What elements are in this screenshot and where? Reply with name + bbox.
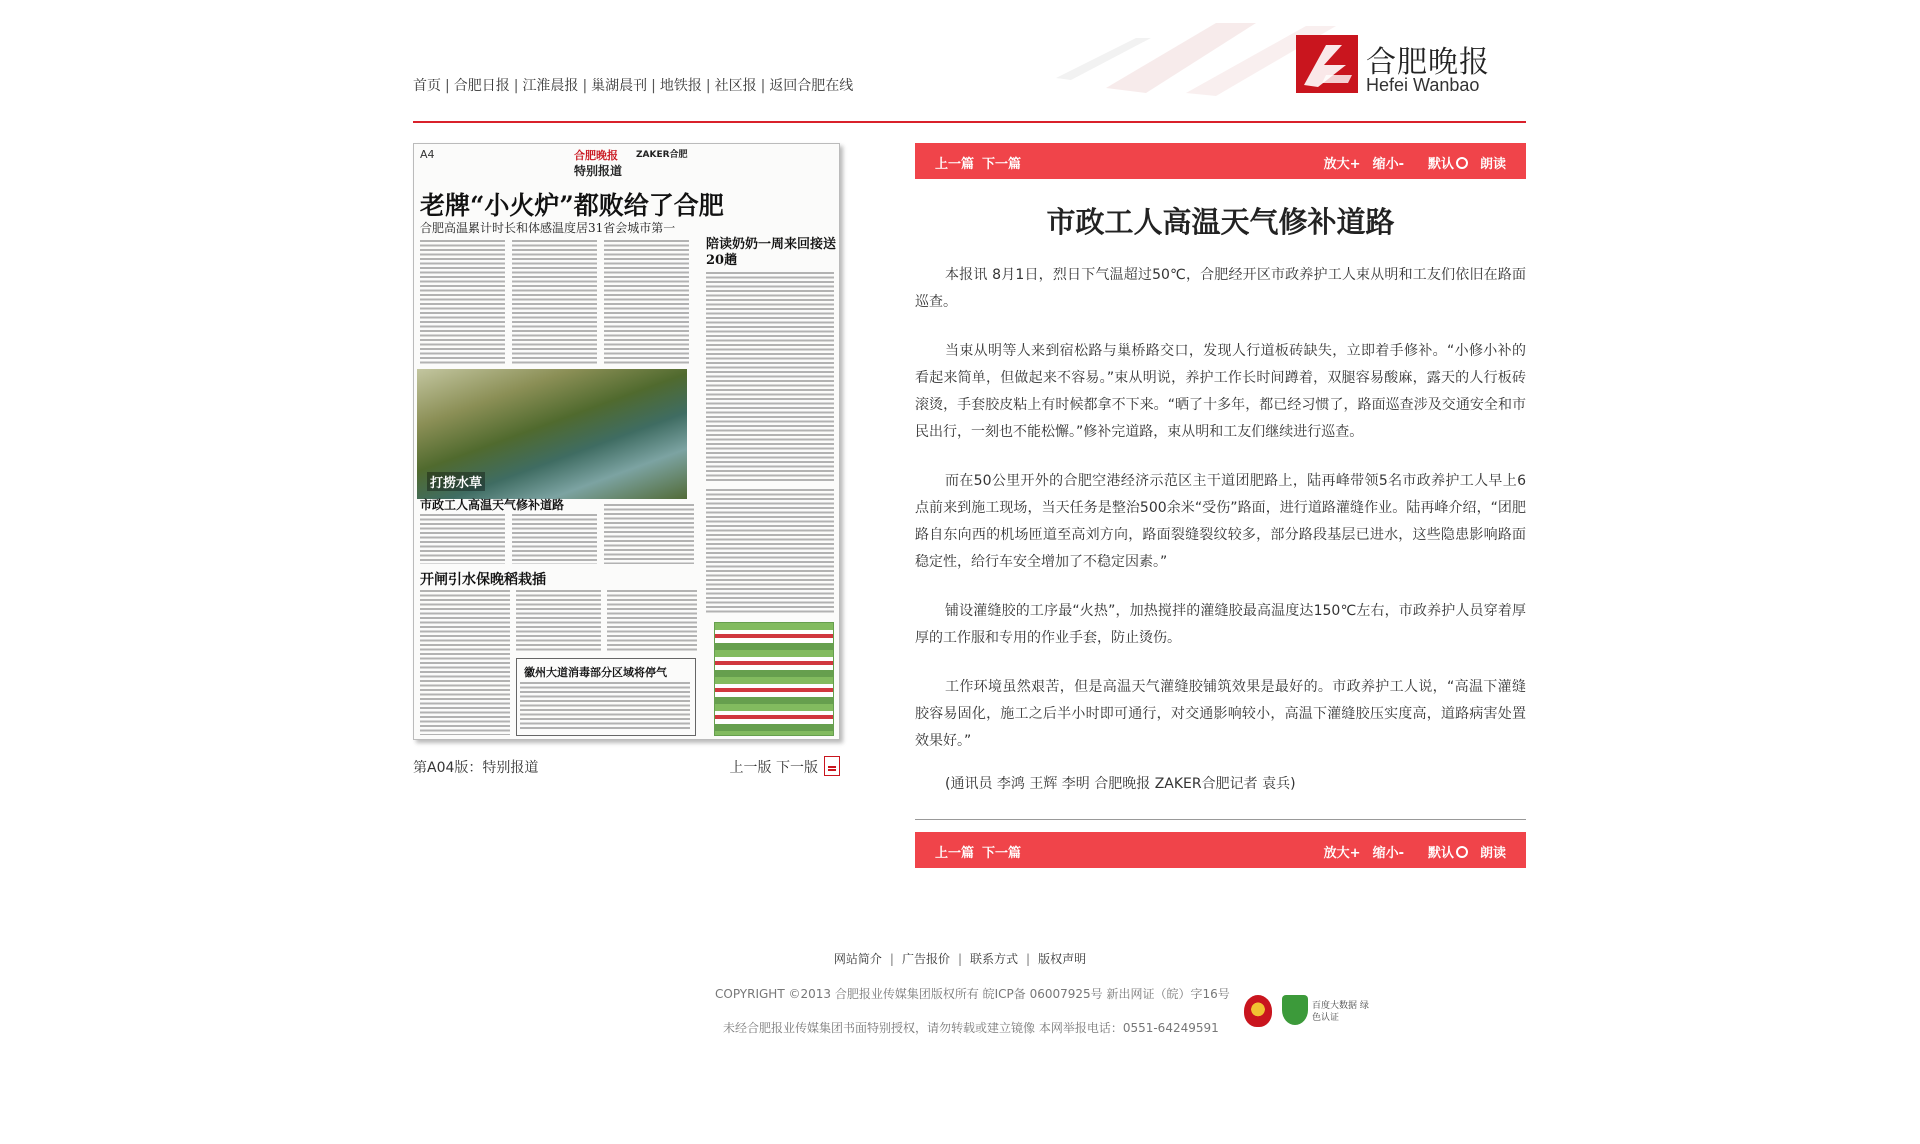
paper-photo-caption: 打捞水草 xyxy=(427,472,485,491)
footer-copyright: COPYRIGHT ©2013 合肥报业传媒集团版权所有 皖ICP备 06007925号 新出网证（皖）字16号 xyxy=(715,987,1230,1001)
prev-article-link[interactable]: 上一篇 xyxy=(935,157,975,172)
article-title: 市政工人高温天气修补道路 xyxy=(1046,205,1395,239)
footer-separator: | xyxy=(1026,952,1031,966)
paper-photo xyxy=(417,369,687,499)
paper-text-column xyxy=(512,240,597,365)
default-size-label: 默认 xyxy=(1427,846,1454,861)
paper-story-headline: 市政工人高温天气修补道路 xyxy=(420,498,565,512)
pdf-download-icon[interactable] xyxy=(824,756,840,776)
nav-separator: | xyxy=(513,78,519,94)
article-paragraph: 而在50公里开外的合肥空港经济示范区主干道团肥路上，陆再峰带领5名市政养护工人早上6点前来到施工现场，当天任务是整治500余米“受伤”路面，进行道路灌缝作业。陆再峰介绍，“团肥路自东向西的机场匝道至高刘方向，路面裂缝裂纹较多，部分路段基层已进水，这些隐患影响路面稳定性，给行车安全增加了不稳定因素。” xyxy=(915,473,1526,570)
nav-metro-news[interactable]: 地铁报 xyxy=(659,78,702,94)
footer-links xyxy=(0,950,1920,967)
nav-community-news[interactable]: 社区报 xyxy=(714,78,757,94)
default-size-button[interactable] xyxy=(1416,846,1468,861)
article-paragraph: 铺设灌缝胶的工序最“火热”，加热搅拌的灌缝胶最高温度达150℃左右，市政养护人员穿着厚厚的工作服和专用的作业手套，防止烫伤。 xyxy=(915,603,1526,646)
nav-separator: | xyxy=(445,78,450,94)
paper-partner: ZAKER合肥 xyxy=(636,150,688,160)
nav-chaohu-morning[interactable]: 巢湖晨刊 xyxy=(591,78,648,94)
article-body xyxy=(915,262,1526,820)
paper-text-column xyxy=(706,272,834,482)
site-header xyxy=(413,0,1526,124)
nav-separator: | xyxy=(705,78,711,94)
paper-boxed-headline: 徽州大道消毒部分区域将停气 xyxy=(524,666,667,679)
nav-separator: | xyxy=(760,78,766,94)
nav-hefei-daily[interactable]: 合肥日报 xyxy=(453,78,510,94)
paper-page-number: A4 xyxy=(420,148,435,161)
logo-english-name: Hefei Wanbao xyxy=(1366,75,1480,95)
next-article-link[interactable]: 下一篇 xyxy=(982,846,1022,861)
footer-separator: | xyxy=(889,952,894,966)
zoom-in-button[interactable]: 放大+ xyxy=(1323,157,1361,172)
article-byline: (通讯员 李鸿 王辉 李明 合肥晚报 ZAKER合肥记者 袁兵) xyxy=(945,776,1296,792)
circle-icon xyxy=(1456,157,1468,169)
paper-section: 特别报道 xyxy=(574,164,623,178)
default-size-button[interactable] xyxy=(1416,157,1468,172)
top-nav xyxy=(413,75,853,95)
paper-text-column xyxy=(604,504,694,564)
paper-text-column xyxy=(420,240,505,365)
paper-text-column xyxy=(420,514,505,564)
nav-home[interactable]: 首页 xyxy=(413,78,441,94)
next-page-link[interactable]: 下一版 xyxy=(776,760,818,776)
article-paragraph: 工作环境虽然艰苦，但是高温天气灌缝胶铺筑效果是最好的。市政养护工人说，“高温下灌缝胶容易固化，施工之后半小时即可通行，对交通影响较小，高温下灌缝胶压实度高，道路病害处置效果好。” xyxy=(915,679,1526,749)
footer-separator: | xyxy=(957,952,963,966)
newspaper-page-image[interactable] xyxy=(413,143,840,740)
nav-separator: | xyxy=(651,78,656,94)
page-label: 第A04版：特别报道 xyxy=(413,760,539,776)
nav-back-hefei-online[interactable]: 返回合肥在线 xyxy=(769,78,854,94)
paper-advertisement xyxy=(714,622,834,736)
footer-notice: 未经合肥报业传媒集团书面特别授权，请勿转载或建立镜像 本网举报电话：0551-64249591 xyxy=(723,1021,1219,1035)
paper-masthead: 合肥晚报 xyxy=(574,149,618,162)
page-nav xyxy=(730,757,818,777)
footer-link-copyright[interactable]: 版权声明 xyxy=(1038,952,1087,966)
nav-separator: | xyxy=(582,78,588,94)
read-aloud-button[interactable]: 朗读 xyxy=(1479,157,1506,172)
logo-mark-icon xyxy=(1296,35,1358,93)
green-certification-icon[interactable] xyxy=(1282,995,1308,1025)
police-badge-icon[interactable] xyxy=(1244,995,1272,1027)
article-toolbar-top xyxy=(915,143,1526,179)
paper-text-column xyxy=(516,590,601,652)
paper-text-column xyxy=(604,240,689,365)
circle-icon xyxy=(1456,846,1468,858)
read-aloud-button[interactable]: 朗读 xyxy=(1479,846,1506,861)
footer-link-contact[interactable]: 联系方式 xyxy=(970,952,1019,966)
certification-label: 百度大数据 绿色认证 xyxy=(1312,1001,1369,1023)
article-paragraph: 本报讯 8月1日，烈日下气温超过50℃，合肥经开区市政养护工人束从明和工友们依旧在路面巡查。 xyxy=(915,267,1526,310)
paper-story-headline: 开闸引水保晚稻栽插 xyxy=(420,572,546,588)
footer-link-about[interactable]: 网站简介 xyxy=(833,952,882,966)
zoom-in-button[interactable]: 放大+ xyxy=(1323,846,1361,861)
paper-headline: 老牌“小火炉”都败给了合肥 xyxy=(420,191,724,220)
prev-page-link[interactable]: 上一版 xyxy=(729,760,772,776)
default-size-label: 默认 xyxy=(1427,157,1454,172)
header-divider xyxy=(413,121,1526,123)
article-divider xyxy=(915,819,1526,820)
zoom-out-button[interactable]: 缩小- xyxy=(1372,157,1404,172)
nav-jianghuai-morning[interactable]: 江淮晨报 xyxy=(522,78,579,94)
zoom-out-button[interactable]: 缩小- xyxy=(1372,846,1404,861)
logo-chinese-name: 合肥晚报 xyxy=(1366,45,1490,80)
paper-text-column xyxy=(607,590,697,652)
paper-text-column xyxy=(520,682,690,730)
paper-text-column xyxy=(706,489,834,614)
next-article-link[interactable]: 下一篇 xyxy=(982,157,1022,172)
paper-subhead: 合肥高温累计时长和体感温度居31省会城市第一 xyxy=(420,221,676,235)
paper-text-column xyxy=(420,590,510,735)
article-paragraph: 当束从明等人来到宿松路与巢桥路交口，发现人行道板砖缺失，立即着手修补。“小修小补的看起来简单，但做起来不容易。”束从明说，养护工作长时间蹲着，双腿容易酸麻，露天的人行板砖滚烫，手套胶皮粘上有时候都拿不下来。“晒了十多年，都已经习惯了，路面巡查涉及交通安全和市民出行，一刻也不能松懈。”修补完道路，束从明和工友们继续进行巡查。 xyxy=(915,343,1526,440)
paper-side-headline: 陪读奶奶一周来回接送20趟 xyxy=(706,237,837,268)
site-logo[interactable] xyxy=(1296,35,1526,95)
paper-text-column xyxy=(512,514,597,564)
article-toolbar-bottom xyxy=(915,832,1526,868)
footer-link-ad-rates[interactable]: 广告报价 xyxy=(901,952,950,966)
prev-article-link[interactable]: 上一篇 xyxy=(935,846,975,861)
